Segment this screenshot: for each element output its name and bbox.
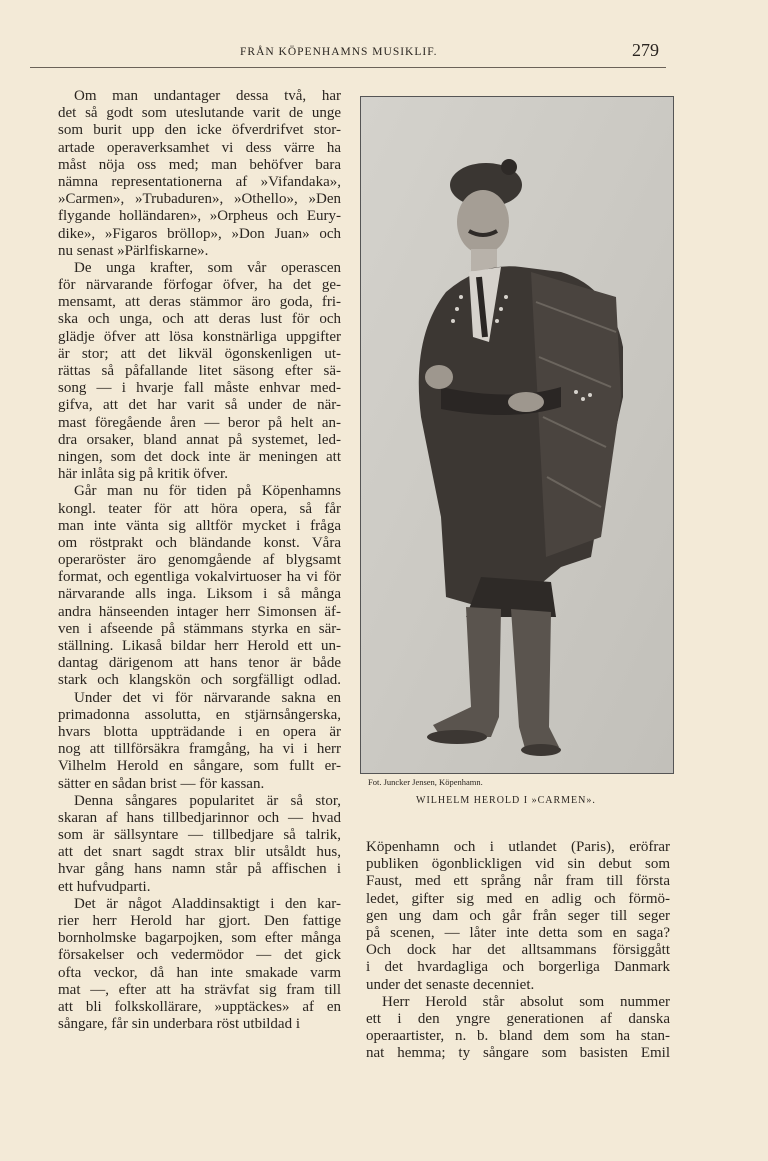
text-line: här inlåta sig på kritik öfver. bbox=[58, 466, 228, 483]
text-line: publiken ögonblickligen vid sin debut som bbox=[366, 856, 670, 873]
text-line: skaran af hans tillbedjarinnor och — hvad bbox=[58, 809, 341, 826]
text-line: som är sällsyntare — tillbedjare så talrik, bbox=[58, 827, 341, 844]
text-line: Och dock har det alltsammans försiggått bbox=[366, 942, 670, 959]
photo-credit: Fot. Juncker Jensen, Köpenhamn. bbox=[368, 777, 483, 787]
text-line: primadonna assolutta, en stjärnsångerska, bbox=[58, 706, 341, 723]
text-line: som burit upp den icke öfverdrifvet stor- bbox=[58, 122, 341, 139]
text-line: glädje öfver att lösa konstnärliga uppgifter bbox=[58, 328, 341, 345]
text-line: för närvarande förfogar öfver, ha det ge- bbox=[58, 277, 341, 294]
text-line: ska och unga, och att deras lust för och bbox=[58, 311, 341, 328]
text-line: ledet, gifter sig med en adlig och förmö- bbox=[366, 890, 670, 907]
page-number: 279 bbox=[632, 40, 659, 60]
text-line: artade operaverksamhet vi dess värre ha bbox=[58, 139, 341, 156]
text-line: Vilhelm Herold en sångare, som fullt er- bbox=[58, 758, 341, 775]
text-line: ofta veckor, då han inte smakade varm bbox=[58, 964, 341, 981]
text-line: rier herr Herold har gjort. Den fattige bbox=[58, 913, 341, 929]
text-line: sätter en sådan brist — för kassan. bbox=[58, 775, 265, 792]
text-line: Faust, med ett språng når fram till första bbox=[366, 873, 670, 890]
text-line: song — i hvarje fall måste enhvar med- bbox=[58, 380, 341, 397]
text-line: andra hänseenden intager herr Simonsen äf- bbox=[58, 603, 341, 620]
text-line: Köpenhamn och i utlandet (Paris), eröfrar bbox=[366, 839, 670, 855]
portrait-photograph bbox=[360, 96, 674, 774]
text-line: gifva, att det har varit så under de när- bbox=[58, 397, 341, 414]
text-line: Under det vi för närvarande sakna en bbox=[74, 689, 341, 706]
text-line: nu senast »Pärlfiskarne». bbox=[58, 242, 209, 259]
text-line: Det är något Aladdinsaktigt i den kar- bbox=[74, 895, 341, 912]
text-line: »Carmen», »Trubaduren», »Othello», »Den bbox=[58, 191, 341, 208]
text-line: operaröster äro genomgående af blygsamt bbox=[58, 552, 341, 569]
text-line: rättas så påfallande litet säsong efter sä- bbox=[58, 363, 341, 379]
text-line: kongl. teater för att höra opera, så får bbox=[58, 500, 341, 517]
text-line: operaartister, n. b. bland dem som ha stan- bbox=[366, 1028, 670, 1045]
text-line: hvars blotta uppträdande i en opera är bbox=[58, 723, 341, 740]
text-line: ningen, som det dock inte är meningen att bbox=[58, 448, 341, 465]
running-header: FRÅN KÖPENHAMNS MUSIKLIF. bbox=[240, 46, 438, 58]
text-line: måst nöja oss med; man behöfver bara bbox=[58, 156, 341, 173]
text-line: i det hvardagliga och borgerliga Danmark bbox=[366, 959, 670, 976]
text-line: nämna representationerna af »Vifandaka», bbox=[58, 173, 341, 190]
text-line: ven i afseende på stämmans styrka en sär- bbox=[58, 620, 341, 637]
text-line: nat hemma; ty sångare som basisten Emil bbox=[366, 1045, 670, 1062]
text-line: ett hufvudparti. bbox=[58, 878, 151, 895]
text-line: om röstprakt och bländande konst. Våra bbox=[58, 534, 341, 551]
right-text-column bbox=[366, 839, 670, 1062]
text-line: dike», »Figaros bröllop», »Don Juan» och bbox=[58, 225, 341, 242]
text-line: dantag därigenom att hans tenor är både bbox=[58, 655, 341, 672]
text-line: sångare, får sin underbara röst utbildad i bbox=[58, 1016, 300, 1033]
text-line: stark och klangskön och sorgfälligt odlad. bbox=[58, 672, 341, 689]
text-line: Herr Herold står absolut som nummer bbox=[382, 993, 670, 1010]
text-line: under det senaste decenniet. bbox=[366, 976, 535, 993]
text-line: De unga krafter, som vår operascen bbox=[74, 259, 341, 276]
text-line: det så godt som uteslutande varit de unge bbox=[58, 105, 341, 122]
text-line: man inte vänta sig alltför mycket i fråga bbox=[58, 517, 341, 534]
left-text-column bbox=[58, 88, 341, 1033]
text-line: är stor; att det likväl ögonskenligen ut- bbox=[58, 345, 341, 362]
text-line: att det snart sagdt strax blir utsåldt hus, bbox=[58, 844, 341, 861]
text-line: Går man nu för tiden på Köpenhamns bbox=[74, 483, 341, 500]
text-line: Denna sångares popularitet är så stor, bbox=[74, 792, 341, 809]
text-line: dra orsaker, bland annat på systemet, led- bbox=[58, 431, 341, 448]
text-line: Om man undantager dessa två, har bbox=[74, 88, 341, 104]
text-line: ett i den yngre generationen af danska bbox=[366, 1010, 670, 1027]
text-line: ställning. Likaså bildar herr Herold ett un- bbox=[58, 638, 341, 654]
text-line: gen ung dam och går från seger till seger bbox=[366, 907, 670, 924]
figure-caption: WILHELM HEROLD I »CARMEN». bbox=[416, 795, 596, 806]
text-line: mensamt, att deras stämmor äro goda, fri- bbox=[58, 294, 341, 311]
text-line: på scenen, — låter inte detta som en saga? bbox=[366, 924, 670, 941]
text-line: mat —, efter att ha strävfat sig fram till bbox=[58, 981, 341, 998]
text-line: format, och egentliga vokalvirtuoser ha vi för bbox=[58, 569, 341, 586]
text-line: att bli folkskollärare, »upptäckes» af en bbox=[58, 998, 341, 1015]
singer-figure-illustration bbox=[361, 97, 673, 773]
text-line: närvarande alls inga. Liksom i så många bbox=[58, 586, 341, 603]
text-line: hvar gång hans namn står på affischen i bbox=[58, 861, 341, 878]
header-rule bbox=[30, 67, 666, 68]
text-line: nog att tillförsäkra framgång, ha vi i herr bbox=[58, 741, 341, 758]
text-line: bornholmske bagarpojken, som efter många bbox=[58, 930, 341, 947]
text-line: flygande holländaren», »Orpheus och Eury- bbox=[58, 208, 341, 225]
text-line: försakelser och vedermödor — det gick bbox=[58, 947, 341, 964]
text-line: mast föregående åren — beror på helt an- bbox=[58, 414, 341, 431]
